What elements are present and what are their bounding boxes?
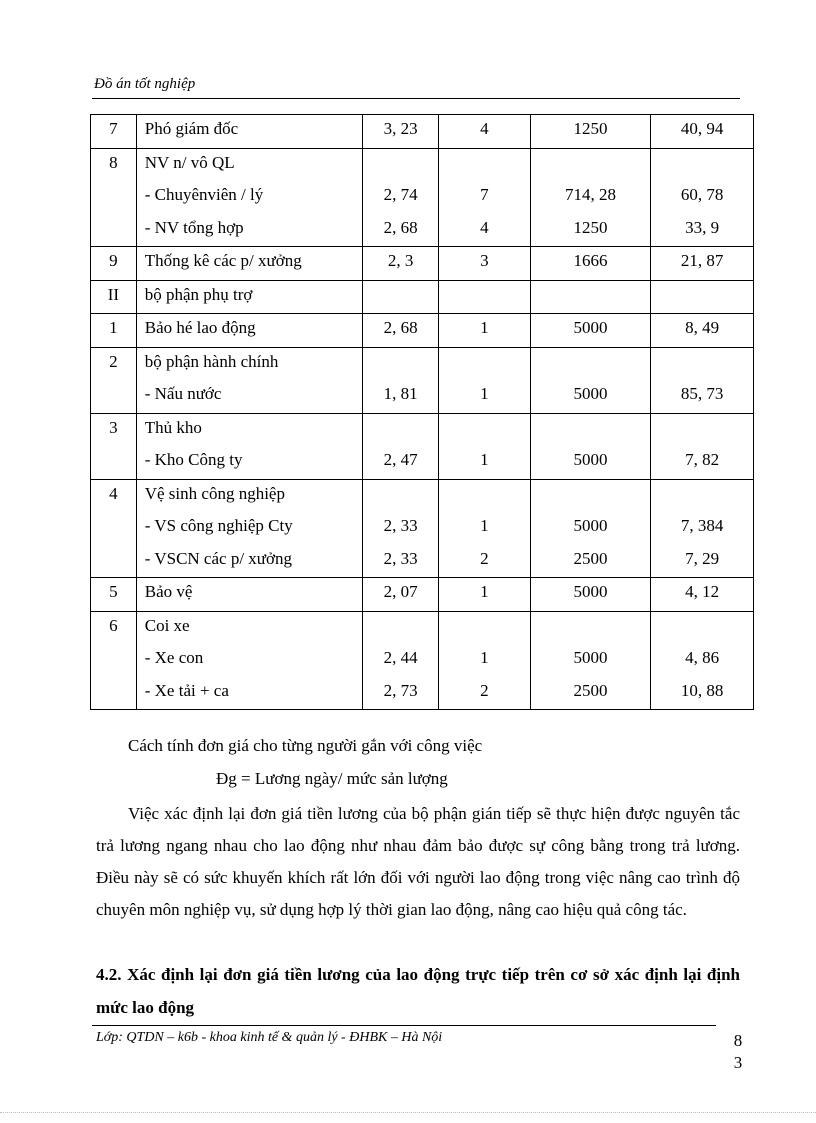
- cell-d: [651, 413, 754, 479]
- cell-name-line: NV n/ vô QL: [144, 152, 235, 172]
- cell-c: [530, 247, 650, 281]
- row-number: II: [107, 284, 120, 304]
- cell-name: [136, 479, 363, 578]
- cell-c-line: [531, 414, 650, 447]
- cell-b-line: 1: [480, 648, 489, 667]
- cell-name-line: - Xe tải + ca: [144, 680, 229, 700]
- cell-a: [363, 314, 438, 348]
- cell-name-line: - Chuyênviên / lý: [144, 185, 264, 204]
- cell-c-line: [531, 348, 650, 381]
- row-number-cell: [91, 280, 137, 314]
- cell-d-line: 85, 73: [680, 384, 724, 403]
- cell-name-line: - Kho Công ty: [144, 450, 243, 469]
- row-number-cell: [91, 247, 137, 281]
- section-heading: 4.2. Xác định lại đơn giá tiền lương của lao động trực tiếp trên cơ sở xác định lại định mức lao động: [96, 965, 740, 1017]
- header-rule: [92, 98, 740, 99]
- cell-a-line: 2, 47: [383, 450, 418, 469]
- cell-name-line: Thủ kho: [144, 417, 202, 437]
- cell-b-line: 2: [480, 680, 489, 700]
- cell-b: [438, 115, 530, 149]
- cell-c-line: 714, 28: [565, 185, 616, 204]
- cell-c-line: 5000: [573, 318, 608, 337]
- cell-d-line: 8, 49: [685, 318, 720, 337]
- cell-b: [438, 314, 530, 348]
- cell-c-line: 1250: [573, 217, 608, 237]
- cell-c-line: 1666: [573, 251, 608, 270]
- cell-a: [363, 413, 438, 479]
- cell-a-line: [363, 348, 437, 381]
- cell-c: [530, 479, 650, 578]
- row-number-cell: [91, 148, 137, 247]
- cell-name: [136, 247, 363, 281]
- cell-d: [651, 247, 754, 281]
- cell-c-line: 2500: [573, 680, 608, 700]
- cell-a-line: [363, 480, 437, 513]
- row-number: 2: [109, 351, 118, 371]
- cell-name-line: Phó giám đốc: [144, 119, 239, 138]
- cell-b-line: 1: [480, 582, 489, 601]
- cell-d: [651, 479, 754, 578]
- cell-a-line: 2, 44: [383, 648, 418, 667]
- labor-norm-table: [90, 114, 754, 710]
- cell-d-line: 4, 86: [685, 648, 720, 667]
- cell-a-line: 2, 68: [383, 217, 418, 237]
- row-number: 1: [109, 318, 118, 337]
- cell-name: [136, 148, 363, 247]
- cell-d-line: 7, 29: [685, 548, 720, 568]
- cell-b: [438, 578, 530, 612]
- cell-name: [136, 347, 363, 413]
- cell-d: [651, 347, 754, 413]
- row-number-cell: [91, 115, 137, 149]
- cell-d-line: [651, 612, 753, 645]
- cell-a-line: 2, 68: [383, 318, 418, 337]
- cell-d-line: 33, 9: [685, 217, 720, 237]
- cell-b-line: 2: [480, 548, 489, 568]
- cell-c-line: [531, 612, 650, 645]
- cell-c-line: 5000: [573, 384, 608, 403]
- cell-a: [363, 479, 438, 578]
- cell-name-line: - Nấu nước: [144, 384, 222, 403]
- cell-d: [651, 280, 754, 314]
- cell-a-line: 1, 81: [383, 384, 418, 403]
- cell-name-line: bộ phận phụ trợ: [144, 284, 253, 304]
- cell-a-line: 2, 3: [387, 251, 414, 270]
- paragraph-intro: Cách tính đơn giá cho từng người gắn với công việc: [128, 736, 483, 755]
- cell-b: [438, 247, 530, 281]
- cell-a: [363, 148, 438, 247]
- cell-d-line: [651, 149, 753, 182]
- cell-b-line: 1: [480, 384, 489, 403]
- cell-b-line: 1: [480, 318, 489, 337]
- cell-d-line: 7, 82: [685, 450, 720, 469]
- cell-b-line: [439, 414, 530, 447]
- cell-d: [651, 611, 754, 710]
- row-number-cell: [91, 347, 137, 413]
- running-header: Đồ án tốt nghiệp: [94, 76, 196, 92]
- cell-a-line: 2, 74: [383, 185, 418, 204]
- cell-name-line: Thống kê các p/ xưởng: [144, 251, 302, 270]
- cell-name-line: Bảo vệ: [144, 582, 193, 601]
- paragraph-body: Việc xác định lại đơn giá tiền lương của bộ phận gián tiếp sẽ thực hiện được nguyên tắc trả lương ngang nhau cho lao động như nhau đảm bảo được sự công bằng trong trả lương. Điều này sẽ có sức khuyến khích rất lớn đối với người lao động trong việc nâng cao trình độ chuyên môn nghiệp vụ, sử dụng hợp lý thời gian lao động, nâng cao hiệu quả công tác.: [96, 804, 740, 919]
- cell-b-line: [439, 149, 530, 182]
- cell-d-line: [651, 348, 753, 381]
- cell-c-line: 2500: [573, 548, 608, 568]
- cell-name: [136, 578, 363, 612]
- cell-name-line: - VSCN các p/ xưởng: [144, 548, 292, 568]
- cell-a-line: 2, 33: [383, 548, 418, 568]
- cell-d-line: 21, 87: [680, 251, 724, 270]
- table-row: [91, 247, 754, 281]
- cell-a-line: [363, 612, 437, 645]
- cell-d-line: 60, 78: [680, 185, 724, 204]
- table-row: [91, 578, 754, 612]
- cell-d: [651, 578, 754, 612]
- table-row: [91, 280, 754, 314]
- cell-a: [363, 578, 438, 612]
- cell-d-line: [651, 414, 753, 447]
- cell-a-line: 2, 73: [383, 680, 418, 700]
- cell-d-line: 40, 94: [680, 119, 724, 138]
- cell-name: [136, 611, 363, 710]
- cell-name: [136, 115, 363, 149]
- row-number: 4: [109, 483, 118, 503]
- page-number-line1: 8: [733, 1031, 743, 1050]
- cell-c: [530, 314, 650, 348]
- formula: Đg = Lương ngày/ mức sản lượng: [216, 769, 448, 788]
- row-number: 6: [109, 615, 118, 635]
- cell-c-line: [531, 149, 650, 182]
- cell-b-line: 7: [480, 185, 489, 204]
- row-number: 5: [109, 582, 118, 601]
- footer-rule: [92, 1025, 716, 1026]
- cell-name-line: Bảo hé lao động: [144, 318, 256, 337]
- table-row: [91, 347, 754, 413]
- cell-name-line: Vệ sinh công nghiệp: [144, 483, 285, 503]
- cell-a: [363, 611, 438, 710]
- row-number-cell: [91, 413, 137, 479]
- table-row: [91, 479, 754, 578]
- row-number-cell: [91, 314, 137, 348]
- cell-a: [363, 247, 438, 281]
- row-number-cell: [91, 578, 137, 612]
- cell-c-line: 5000: [573, 648, 608, 667]
- cell-name-line: - NV tổng hợp: [144, 217, 244, 237]
- cell-b-line: [439, 612, 530, 645]
- cell-b-line: [439, 480, 530, 513]
- cell-a-line: [363, 281, 437, 314]
- cell-c-line: 5000: [573, 516, 608, 535]
- cell-a-line: 2, 07: [383, 582, 418, 601]
- table-row: [91, 148, 754, 247]
- cell-name: [136, 314, 363, 348]
- cell-c: [530, 115, 650, 149]
- cell-b: [438, 413, 530, 479]
- cell-d-line: 7, 384: [680, 516, 724, 535]
- cell-b-line: [439, 281, 530, 314]
- cell-d: [651, 314, 754, 348]
- cell-d-line: 10, 88: [680, 680, 724, 700]
- cell-d: [651, 115, 754, 149]
- cell-c-line: [531, 480, 650, 513]
- cell-b: [438, 479, 530, 578]
- table-row: [91, 611, 754, 710]
- table-row: [91, 413, 754, 479]
- cell-b: [438, 148, 530, 247]
- cell-b: [438, 280, 530, 314]
- cell-d: [651, 148, 754, 247]
- row-number-cell: [91, 479, 137, 578]
- cell-b-line: 3: [480, 251, 489, 270]
- page-number-line2: 3: [733, 1053, 743, 1072]
- cell-c: [530, 280, 650, 314]
- cell-c-line: [531, 281, 650, 314]
- cell-c-line: 5000: [573, 582, 608, 601]
- cell-b-line: 4: [480, 119, 489, 138]
- cell-c-line: 5000: [573, 450, 608, 469]
- cell-name-line: Coi xe: [144, 615, 190, 635]
- cell-b-line: 1: [480, 450, 489, 469]
- cell-a-line: [363, 414, 437, 447]
- row-number: 8: [109, 152, 118, 172]
- cell-c: [530, 578, 650, 612]
- cell-name-line: - Xe con: [144, 648, 204, 667]
- row-number-cell: [91, 611, 137, 710]
- row-number: 7: [109, 119, 118, 138]
- cell-name: [136, 413, 363, 479]
- page-edge: [0, 1112, 816, 1113]
- cell-b-line: [439, 348, 530, 381]
- cell-name-line: bộ phận hành chính: [144, 351, 279, 371]
- cell-name: [136, 280, 363, 314]
- cell-a-line: 2, 33: [383, 516, 418, 535]
- cell-a: [363, 115, 438, 149]
- cell-d-line: [651, 281, 753, 314]
- cell-a-line: 3, 23: [383, 119, 418, 138]
- row-number: 3: [109, 417, 118, 437]
- cell-c: [530, 611, 650, 710]
- cell-c: [530, 413, 650, 479]
- cell-b: [438, 347, 530, 413]
- cell-a: [363, 347, 438, 413]
- page-number: [730, 1030, 746, 1074]
- cell-d-line: 4, 12: [685, 582, 720, 601]
- row-number: 9: [109, 251, 118, 270]
- table-row: [91, 115, 754, 149]
- cell-c: [530, 148, 650, 247]
- cell-name-line: - VS công nghiệp Cty: [144, 516, 293, 535]
- cell-b: [438, 611, 530, 710]
- cell-c: [530, 347, 650, 413]
- cell-b-line: 1: [480, 516, 489, 535]
- cell-b-line: 4: [480, 217, 489, 237]
- cell-d-line: [651, 480, 753, 513]
- cell-c-line: 1250: [573, 119, 608, 138]
- cell-a-line: [363, 149, 437, 182]
- running-footer: Lớp: QTDN – k6b - khoa kinh tế & quản lý - ĐHBK – Hà Nội: [96, 1030, 443, 1045]
- cell-a: [363, 280, 438, 314]
- table-row: [91, 314, 754, 348]
